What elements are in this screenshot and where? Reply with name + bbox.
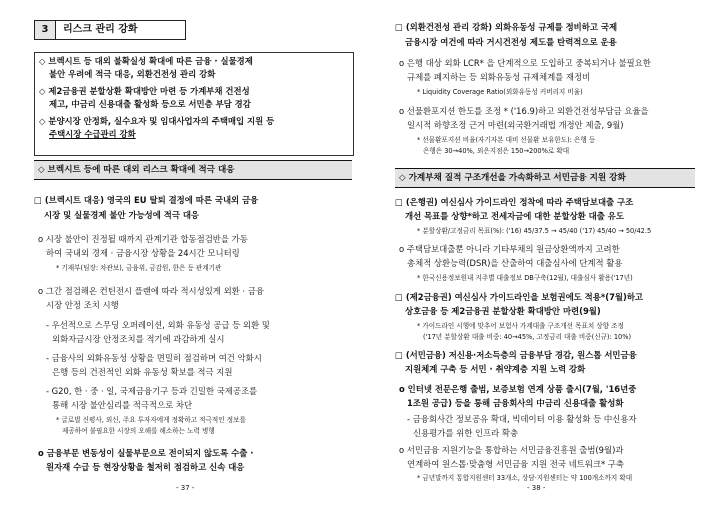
- body-line: □ (브렉시트 대응) 영국의 EU 탈퇴 결정에 따른 국내외 금융: [34, 195, 259, 205]
- footnote: 은행은 30→40%, 외은지점은 150→200%로 확대: [423, 147, 570, 155]
- footnote: * 분할상환/고정금리 목표(%): ('16) 45/37.5 → 45/40 ('17) 45/40 → 50/42.5: [417, 227, 652, 235]
- body-line: 하여 국내외 경제 · 금융시장 상황을 24시간 모니터링: [46, 248, 240, 258]
- page-number: - 38 -: [527, 484, 546, 492]
- subsection-header: [34, 160, 352, 180]
- body-line: - 금융회사간 정보공유 확대, 빅데이터 이용 활성화 등 中신용자: [407, 414, 637, 424]
- footnote: * 기재부(팀장: 차관보), 금융위, 금감원, 한은 등 관계기관: [56, 264, 222, 272]
- body-line: o 서민금융 지원기능을 통합하는 서민금융진흥원 출범(9월)과: [399, 445, 624, 455]
- body-line: - 금융사의 외화유동성 상황을 면밀히 점검하며 여건 악화시: [46, 353, 262, 363]
- body-line: 총체적 상환능력(DSR)을 산출하여 대출심사에 단계적 활용: [407, 258, 623, 268]
- body-line: □ (은행권) 여신심사 가이드라인 정착에 따라 주택담보대출 구조: [395, 197, 634, 207]
- body-line: o 주택담보대출뿐 아니라 기타부채의 원금상환액까지 고려한: [399, 244, 620, 254]
- subsection-header: [395, 168, 695, 188]
- left-page: [34, 0, 352, 508]
- summary-box: [34, 52, 354, 156]
- body-line: 규제를 폐지하는 등 외화유동성 규제체계를 재정비: [407, 72, 591, 82]
- body-line: o 금융부문 변동성이 실물부문으로 전이되지 않도록 수출 ·: [38, 448, 254, 458]
- body-line: o 시장 불안이 진정될 때까지 관계기관 합동점검반을 가동: [38, 234, 248, 244]
- body-line: 원자재 수급 등 현장상황을 철저히 점검하고 신속 대응: [46, 462, 245, 472]
- body-line: o 은행 대상 외화 LCR* 을 단계적으로 도입하고 중복되거나 불필요한: [399, 58, 651, 68]
- footnote: * 가이드라인 시행에 맞추어 보험사 가계대출 구조개선 목표치 상향 조정: [417, 322, 624, 330]
- summary-line: 주택시장 수급관리 강화: [49, 129, 136, 139]
- body-line: o 그간 점검해온 컨틴전시 플랜에 따라 적시성있게 외환 · 금융: [38, 286, 264, 296]
- page-number: - 37 -: [176, 484, 195, 492]
- body-line: 신용평가를 위한 인프라 확충: [413, 428, 519, 438]
- section-title: 리스크 관리 강화: [63, 24, 138, 35]
- footnote: * 금년말까지 통합지원센터 33개소, 상담·지원센터는 약 100개소까지 확대: [417, 474, 633, 482]
- body-line: □ (서민금융) 저신용·저소득층의 금융부담 경감, 원스톱 서민금융: [395, 350, 637, 360]
- summary-line: 제고, 中금리 신용대출 활성화 등으로 서민층 부담 경감: [49, 99, 251, 109]
- body-line: □ (외환건전성 관리 강화) 외화유동성 규제를 정비하고 국제: [395, 22, 618, 32]
- right-page: [395, 0, 695, 508]
- footnote: * 선물환포지션 비율(자기자본 대비 선물환 보유한도): 은행 등: [417, 136, 596, 144]
- body-line: 은행 등의 건전적인 외화 유동성 확보를 적극 지원: [52, 367, 233, 377]
- body-line: 1조원 공급) 등을 통해 금융회사의 中금리 신용대출 활성화: [407, 398, 624, 408]
- body-line: 외화자금시장 안정조치를 적기에 과감하게 실시: [52, 334, 225, 344]
- footnote: * Liquidity Coverage Ratio(외화유동성 커버리지 비율): [417, 88, 583, 96]
- summary-line: ◇ 브렉시트 등 대외 불확실성 확대에 따른 금융 · 실물경제: [39, 56, 253, 66]
- body-line: □ (제2금융권) 여신심사 가이드라인을 보험권에도 적용*(7월)하고: [395, 292, 644, 302]
- footnote: * 글로벌 신평사, 외신, 주요 투자자에게 정확하고 적극적인 정보를: [56, 416, 246, 424]
- footnote: 제공하여 불필요한 시장의 오해를 해소하는 노력 병행: [62, 427, 215, 435]
- section-number: 3: [35, 21, 56, 39]
- body-line: 상호금융 등 제2금융권 분할상환 확대방안 마련(9월): [405, 306, 601, 316]
- summary-line: ◇ 분양시장 안정화, 실수요자 및 임대사업자의 주택매입 지원 등: [39, 116, 275, 126]
- body-line: 지원체계 구축 등 서민 · 취약계층 지원 노력 강화: [405, 364, 586, 374]
- footnote: ('17년 분할상환 대출 비중: 40→45%, 고정금리 대출 비중(신규): 10%): [423, 333, 632, 341]
- body-line: 개선 목표를 상향*하고 전세자금에 대한 분할상환 대출 유도: [405, 211, 624, 221]
- body-line: 금융시장 여건에 따라 거시건전성 제도를 탄력적으로 운용: [405, 37, 617, 47]
- body-line: o 선물환포지션 한도를 조정 * ('16.9)하고 외환건전성부담금 요율을: [399, 106, 649, 116]
- body-line: 시장 및 실물경제 불안 가능성에 적극 대응: [44, 210, 200, 220]
- body-line: 연계하여 원스톱·맞춤형 서민금융 지원 전국 네트워크* 구축: [407, 459, 624, 469]
- summary-line: ◇ 제2금융권 분할상환 확대방안 마련 등 가계부채 건전성: [39, 86, 250, 96]
- subsection-title: ◇ 가계부채 질적 구조개선을 가속화하고 서민금융 지원 강화: [399, 173, 626, 183]
- section-header: [34, 20, 186, 40]
- body-line: o 인터넷 전문은행 출범, 보증보험 연계 상품 출시(7월, '16년중: [399, 384, 637, 394]
- body-line: - G20, 한 · 중 · 일, 국제금융기구 등과 긴밀한 국제공조를: [46, 386, 258, 396]
- body-line: - 우선적으로 스무딩 오퍼레이션, 외화 유동성 공급 등 외환 및: [46, 320, 270, 330]
- subsection-title: ◇ 브렉시트 등에 따른 대외 리스크 확대에 적극 대응: [38, 165, 235, 175]
- footnote: * 한국신용정보원내 지주별 대출정보 DB구축(12월), 대출심사 활용('17년): [417, 274, 633, 282]
- body-line: 통해 시장 불안심리를 적극적으로 차단: [52, 400, 193, 410]
- body-line: 일시적 하향조정 근거 마련(외국환거래법 개정안 제출, 9월): [407, 120, 624, 130]
- summary-line: 불안 우려에 적극 대응, 외환건전성 관리 강화: [49, 69, 216, 79]
- body-line: 시장 안정 조치 시행: [46, 300, 119, 310]
